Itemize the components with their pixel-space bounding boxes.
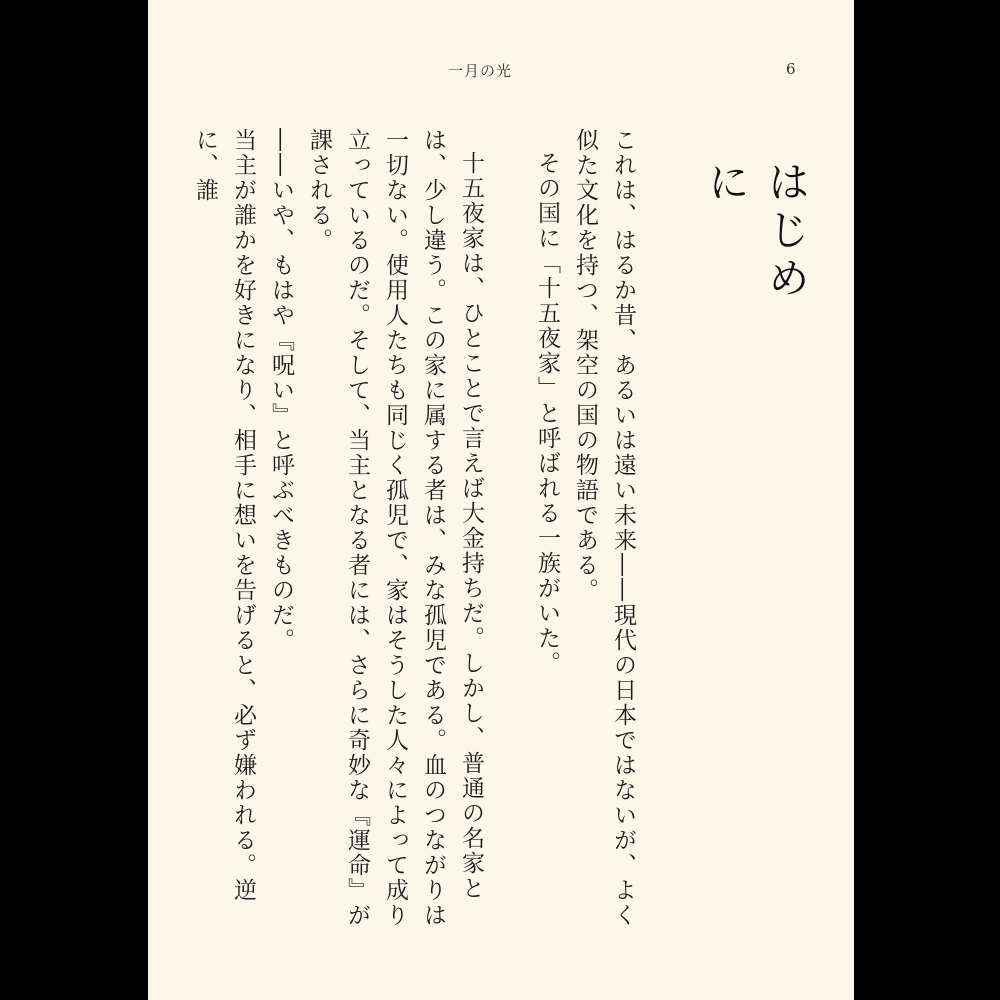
paragraph-5: 当主が誰かを好きになり、相手に想いを告げると、必ず嫌われる。逆に、誰 <box>192 128 256 903</box>
running-header-title: 一月の光 <box>448 62 513 80</box>
chapter-title: はじめに <box>702 160 811 304</box>
paragraph-2: その国に「十五夜家」と呼ばれる一族がいた。 <box>534 151 560 676</box>
paragraph-1: これは、はるか昔、あるいは遠い未来――現代の日本ではないが、よく似た文化を持つ、架空の国の物語である。 <box>572 128 636 928</box>
paragraph-4: ――いや、もはや『呪い』と呼ぶべきものだ。 <box>268 128 294 653</box>
page-number: 6 <box>786 60 796 78</box>
paragraph-3: 十五夜家は、ひとことで言えば大金持ちだ。しかし、普通の名家とは、少し違う。この家に属する者は、みな孤児である。血のつながりは一切ない。使用人たちも同じく孤児で、家はそうした人々によって成り立っているのだ。そして、当主となる者には、さらに奇妙な『運命』が課される。 <box>306 128 484 928</box>
body-text <box>192 128 642 948</box>
book-page <box>148 0 854 1000</box>
